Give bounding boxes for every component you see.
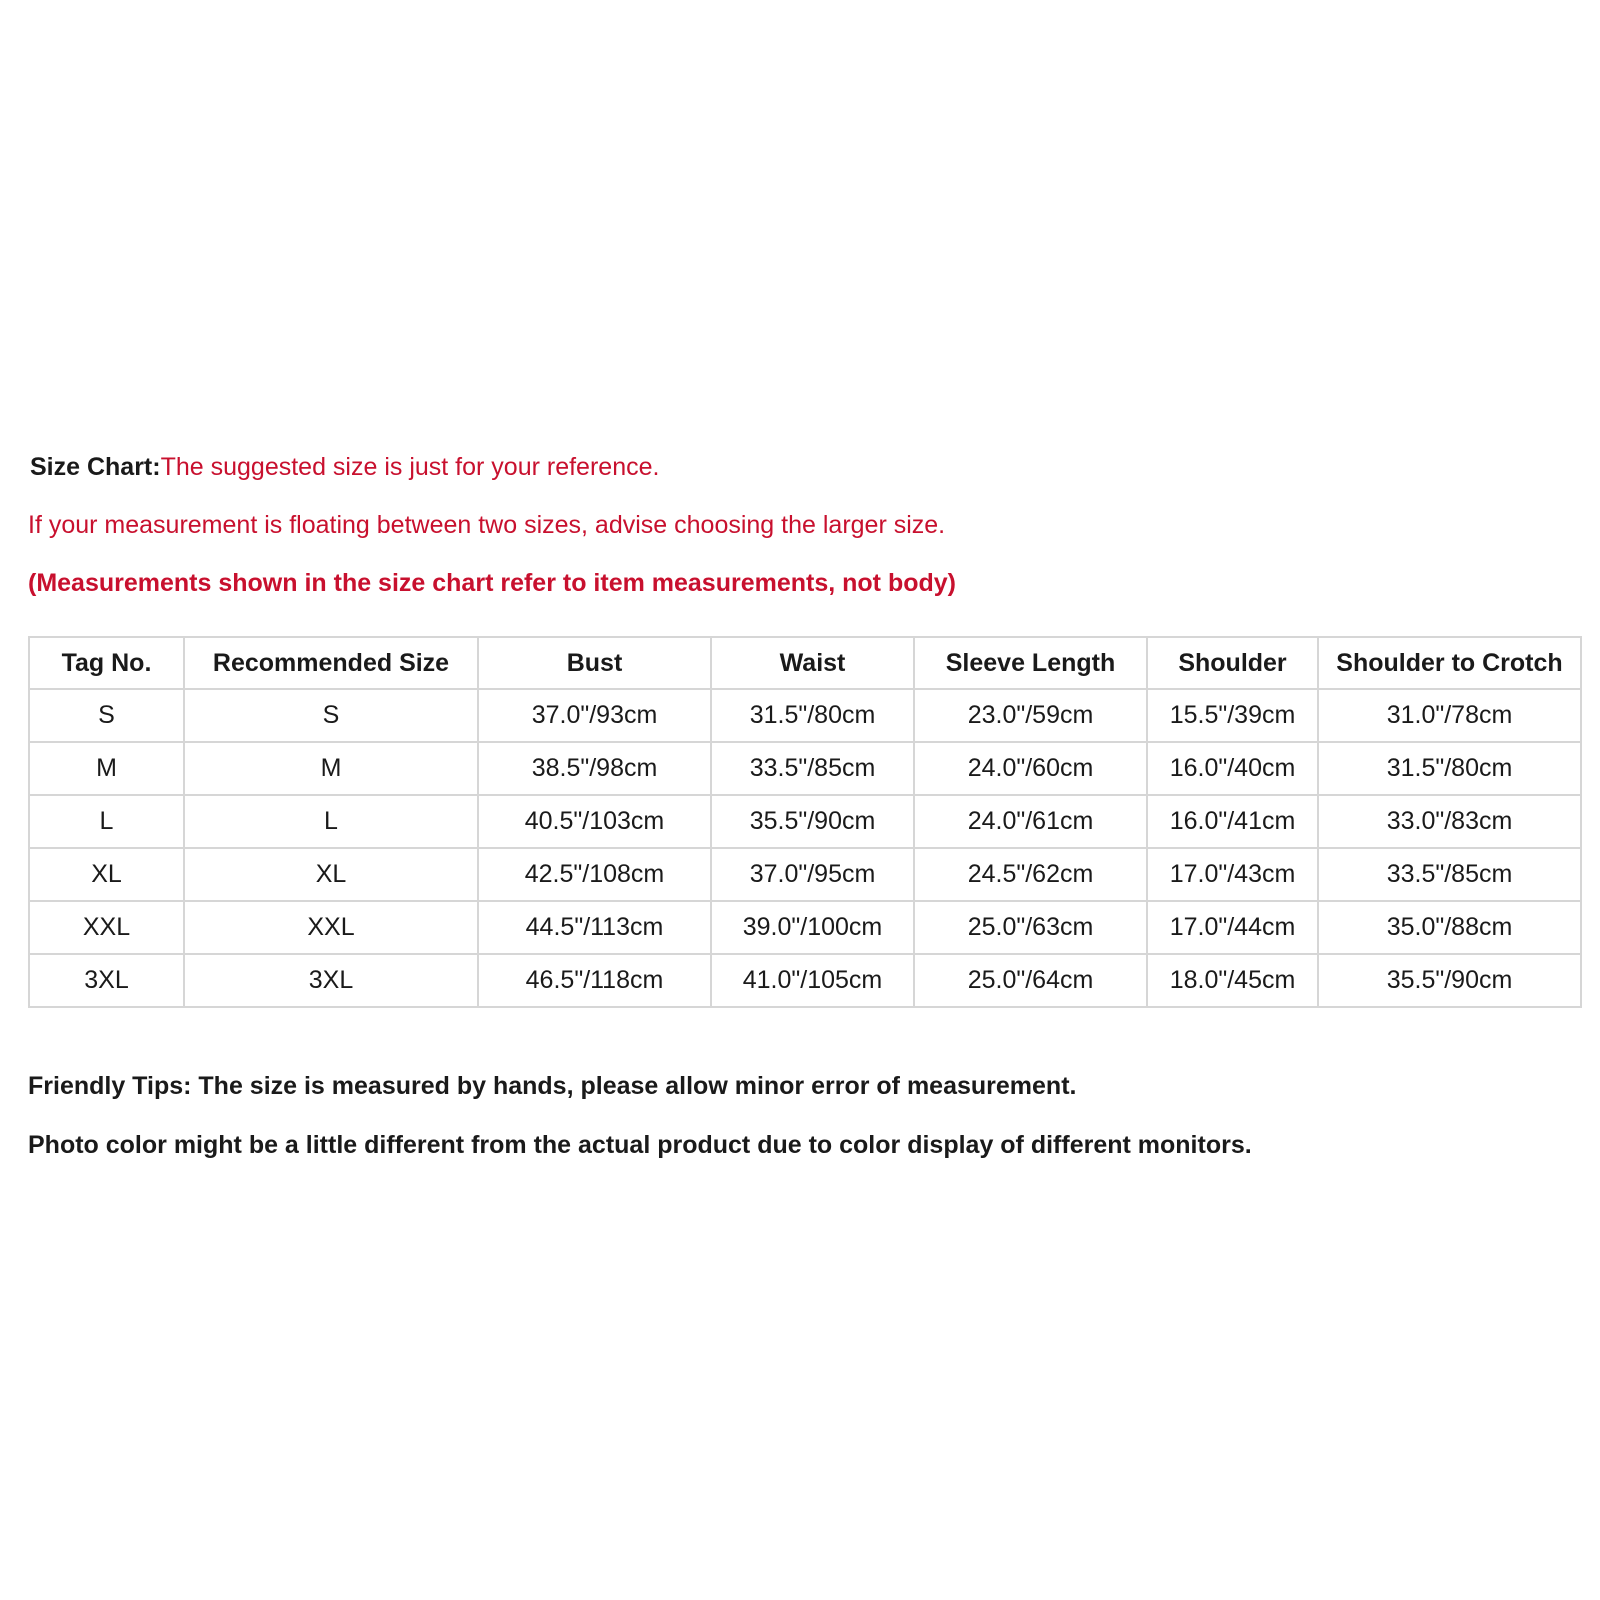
cell-shoulder: 16.0"/40cm (1147, 742, 1318, 795)
cell-sleeve-length: 24.0"/60cm (914, 742, 1147, 795)
cell-shoulder: 18.0"/45cm (1147, 954, 1318, 1007)
cell-waist: 35.5"/90cm (711, 795, 914, 848)
reference-note: The suggested size is just for your reference. (160, 453, 660, 481)
size-chart-heading (30, 452, 659, 482)
measurement-note: (Measurements shown in the size chart refer to item measurements, not body) (28, 569, 956, 597)
cell-shoulder: 16.0"/41cm (1147, 795, 1318, 848)
size-chart-table (28, 636, 1582, 1008)
cell-tag-no: 3XL (29, 954, 184, 1007)
cell-tag-no: XXL (29, 901, 184, 954)
cell-recommended-size: XXL (184, 901, 478, 954)
cell-sleeve-length: 25.0"/63cm (914, 901, 1147, 954)
measurement-tip: Friendly Tips: The size is measured by hands, please allow minor error of measurement. (28, 1072, 1077, 1100)
header-shoulder-to-crotch: Shoulder to Crotch (1318, 637, 1581, 689)
header-bust: Bust (478, 637, 711, 689)
cell-recommended-size: M (184, 742, 478, 795)
size-chart-body (29, 689, 1581, 1007)
cell-shoulder: 17.0"/44cm (1147, 901, 1318, 954)
header-sleeve-length: Sleeve Length (914, 637, 1147, 689)
cell-shoulder: 15.5"/39cm (1147, 689, 1318, 742)
cell-shoulder-to-crotch: 35.0"/88cm (1318, 901, 1581, 954)
cell-waist: 37.0"/95cm (711, 848, 914, 901)
cell-shoulder: 17.0"/43cm (1147, 848, 1318, 901)
header-recommended-size: Recommended Size (184, 637, 478, 689)
cell-sleeve-length: 24.5"/62cm (914, 848, 1147, 901)
cell-sleeve-length: 25.0"/64cm (914, 954, 1147, 1007)
table-row (29, 848, 1581, 901)
cell-recommended-size: L (184, 795, 478, 848)
cell-sleeve-length: 24.0"/61cm (914, 795, 1147, 848)
cell-tag-no: M (29, 742, 184, 795)
cell-bust: 40.5"/103cm (478, 795, 711, 848)
cell-recommended-size: XL (184, 848, 478, 901)
cell-shoulder-to-crotch: 33.0"/83cm (1318, 795, 1581, 848)
cell-tag-no: XL (29, 848, 184, 901)
cell-shoulder-to-crotch: 31.0"/78cm (1318, 689, 1581, 742)
size-chart-label: Size Chart: (30, 453, 161, 481)
cell-bust: 46.5"/118cm (478, 954, 711, 1007)
cell-waist: 31.5"/80cm (711, 689, 914, 742)
header-shoulder: Shoulder (1147, 637, 1318, 689)
sizing-advice: If your measurement is floating between two sizes, advise choosing the larger size. (28, 511, 946, 539)
cell-bust: 44.5"/113cm (478, 901, 711, 954)
header-waist: Waist (711, 637, 914, 689)
size-chart-header (29, 637, 1581, 689)
cell-shoulder-to-crotch: 33.5"/85cm (1318, 848, 1581, 901)
cell-tag-no: L (29, 795, 184, 848)
cell-bust: 37.0"/93cm (478, 689, 711, 742)
cell-waist: 41.0"/105cm (711, 954, 914, 1007)
cell-recommended-size: 3XL (184, 954, 478, 1007)
table-row (29, 742, 1581, 795)
header-row (29, 637, 1581, 689)
table-row (29, 795, 1581, 848)
cell-tag-no: S (29, 689, 184, 742)
table-row (29, 689, 1581, 742)
table-row (29, 954, 1581, 1007)
header-tag-no: Tag No. (29, 637, 184, 689)
cell-sleeve-length: 23.0"/59cm (914, 689, 1147, 742)
cell-shoulder-to-crotch: 31.5"/80cm (1318, 742, 1581, 795)
table-row (29, 901, 1581, 954)
color-tip: Photo color might be a little different from the actual product due to color display of different monitors. (28, 1131, 1252, 1159)
cell-bust: 42.5"/108cm (478, 848, 711, 901)
cell-recommended-size: S (184, 689, 478, 742)
cell-shoulder-to-crotch: 35.5"/90cm (1318, 954, 1581, 1007)
cell-waist: 33.5"/85cm (711, 742, 914, 795)
cell-bust: 38.5"/98cm (478, 742, 711, 795)
cell-waist: 39.0"/100cm (711, 901, 914, 954)
